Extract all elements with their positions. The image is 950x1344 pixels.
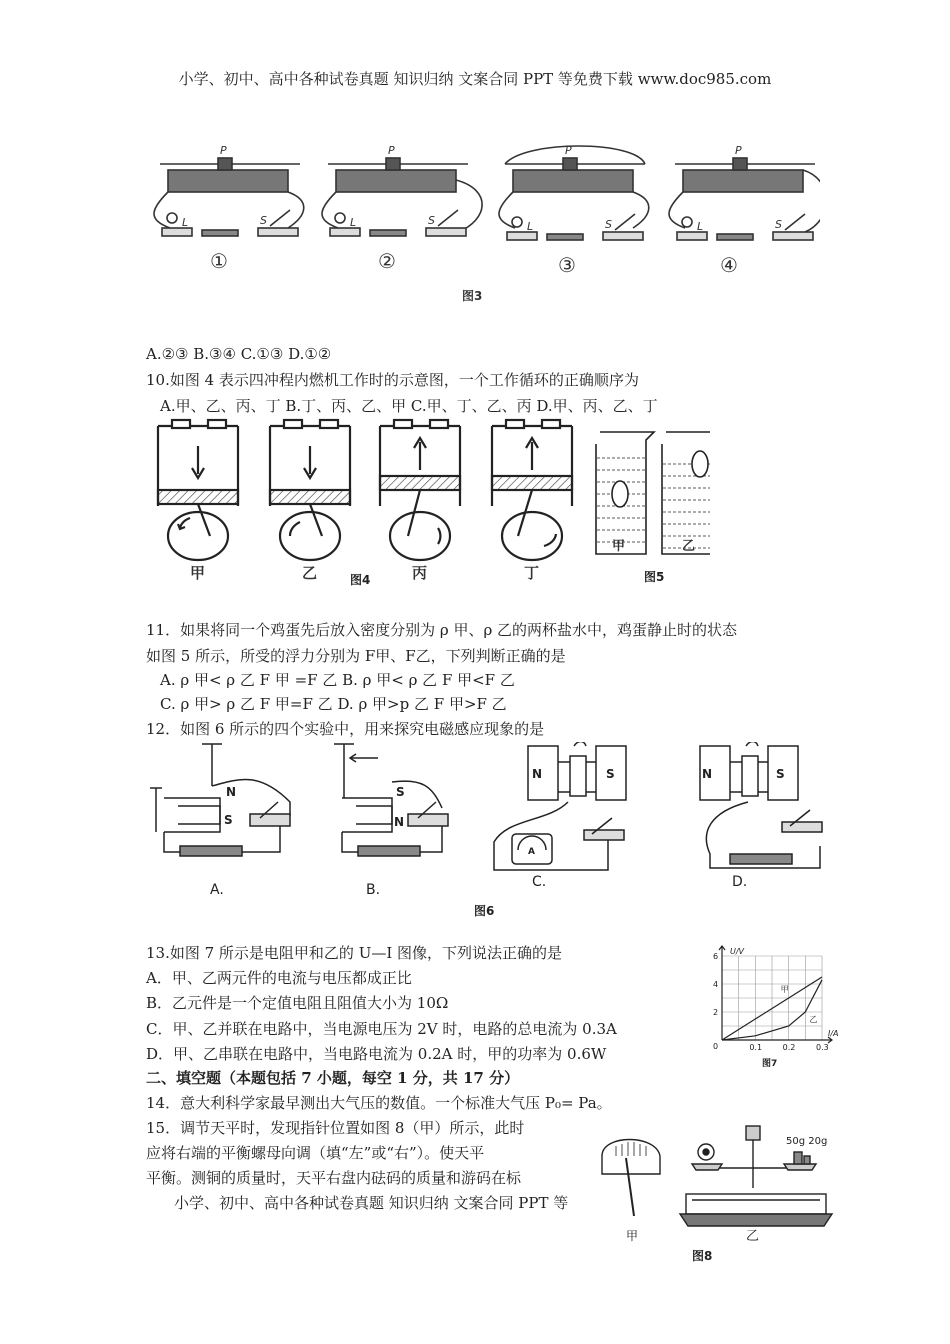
q11-options-ab: A. ρ 甲< ρ 乙 F 甲 =F 乙 B. ρ 甲< ρ 乙 F 甲<F 乙 [160, 671, 515, 689]
fig6-label-b: B. [366, 882, 381, 898]
q15-footer-line: 小学、初中、高中各种试卷真题 知识归纳 文案合同 PPT 等 [174, 1194, 569, 1212]
switch-label: S [428, 214, 435, 227]
x-tick-label: 0.2 [782, 1043, 796, 1052]
slider-label: P [565, 144, 572, 157]
pole-label: N [532, 767, 543, 781]
pole-label: N [394, 815, 405, 829]
q13-option-d: D．甲、乙串联在电路中，当电路电流为 0.2A 时，甲的功率为 0.6W [146, 1045, 607, 1063]
q13-option-a: A．甲、乙两元件的电流与电压都成正比 [146, 969, 412, 987]
fig6-label-c: C. [532, 874, 547, 890]
figure-7-chart [700, 940, 850, 1070]
fig8-label-jia: 甲 [626, 1229, 639, 1243]
lamp-label: L [182, 216, 189, 229]
series-label: 乙 [809, 1015, 818, 1024]
figure-8 [596, 1116, 836, 1264]
experiment-b [334, 744, 448, 856]
switch-label: S [605, 218, 612, 231]
cylinder-ding [492, 420, 572, 560]
fig4-label-yi: 乙 [302, 564, 318, 582]
switch-label: S [775, 218, 782, 231]
q12-stem: 12．如图 6 所示的四个实验中，用来探究电磁感应现象的是 [146, 720, 545, 738]
fig8-caption: 图8 [692, 1249, 713, 1263]
fig5-label-jia: 甲 [612, 539, 626, 554]
section-2-heading: 二、填空题（本题包括 7 小题，每空 1 分，共 17 分） [146, 1069, 520, 1087]
q11-stem-1: 11．如果将同一个鸡蛋先后放入密度分别为 ρ 甲、ρ 乙的两杯盐水中，鸡蛋静止时的状态 [146, 621, 738, 639]
figure-4-5 [150, 418, 710, 590]
experiment-a [150, 744, 290, 856]
origin-label: 0 [713, 1042, 719, 1051]
circuit-2 [322, 158, 482, 236]
circuit-1 [154, 158, 304, 236]
lamp-label: L [527, 220, 534, 233]
pole-label: S [606, 767, 615, 781]
fig3-label-2: ② [378, 249, 396, 273]
q13-option-c: C．甲、乙并联在电路中，当电源电压为 2V 时，电路的总电流为 0.3A [146, 1020, 617, 1038]
fig6-label-a: A. [210, 882, 224, 898]
beaker-yi [662, 432, 710, 554]
fig6-label-d: D. [732, 874, 748, 890]
fig4-label-ding: 丁 [524, 564, 540, 582]
slider-label: P [220, 144, 227, 157]
fig3-label-4: ④ [720, 253, 738, 277]
fig6-caption: 图6 [474, 904, 495, 918]
circuit-4 [669, 158, 820, 240]
y-tick-label: 4 [713, 980, 719, 989]
fig8-label-yi: 乙 [746, 1229, 760, 1244]
q15-line-3: 平衡。测铜的质量时，天平右盘内砝码的质量和游码在标 [146, 1169, 522, 1187]
lamp-label: L [697, 220, 704, 233]
figure-3 [140, 140, 820, 310]
q15-line-1: 15．调节天平时，发现指针位置如图 8（甲）所示，此时 [146, 1119, 525, 1137]
q10-options: A.甲、乙、丙、丁 B.丁、丙、乙、甲 C.甲、丁、乙、丙 D.甲、丙、乙、丁 [160, 397, 658, 415]
y-axis-label: U/V [730, 947, 745, 956]
slider-label: P [388, 144, 395, 157]
pole-label: S [396, 785, 405, 799]
x-axis-label: I/A [828, 1029, 839, 1038]
lamp-label: L [350, 216, 357, 229]
q13-option-b: B．乙元件是一个定值电阻且阻值大小为 10Ω [146, 994, 449, 1012]
figure-6 [150, 742, 840, 922]
ammeter-label: A [528, 847, 535, 857]
x-tick-label: 0.3 [816, 1043, 829, 1052]
y-tick-label: 6 [713, 952, 719, 961]
fig5-label-yi: 乙 [682, 539, 696, 554]
weights-label: 50g 20g [786, 1136, 828, 1147]
q13-stem: 13.如图 7 所示是电阻甲和乙的 U—I 图像，下列说法正确的是 [146, 944, 563, 962]
fig4-label-jia: 甲 [190, 564, 206, 582]
slider-label: P [735, 144, 742, 157]
balance-pointer-scale [602, 1140, 660, 1217]
fig3-label-1: ① [210, 249, 228, 273]
cylinder-yi [270, 420, 350, 560]
fig4-caption: 图4 [350, 573, 371, 587]
pole-label: S [776, 767, 785, 781]
q14-text: 14．意大利科学家最早测出大气压的数值。一个标准大气压 P₀= Pa。 [146, 1094, 612, 1112]
x-tick-label: 0.1 [749, 1043, 763, 1052]
q15-line-2: 应将右端的平衡螺母向调（填“左”或“右”）。使天平 [146, 1144, 485, 1162]
fig4-label-bing: 丙 [412, 564, 428, 582]
pole-label: N [702, 767, 713, 781]
q10-stem: 10.如图 4 表示四冲程内燃机工作时的示意图，一个工作循环的正确顺序为 [146, 371, 639, 389]
experiment-d [700, 742, 822, 868]
q9-options: A.②③ B.③④ C.①③ D.①② [146, 345, 332, 363]
pole-label: N [226, 785, 237, 799]
q11-stem-2: 如图 5 所示，所受的浮力分别为 F甲、F乙，下列判断正确的是 [146, 647, 566, 665]
cylinder-jia [158, 420, 238, 560]
fig3-caption: 图3 [462, 289, 483, 303]
pole-label: S [224, 813, 233, 827]
fig3-label-3: ③ [558, 253, 576, 277]
circuit-3 [499, 146, 649, 240]
switch-label: S [260, 214, 267, 227]
beaker-jia [596, 432, 654, 554]
fig5-caption: 图5 [644, 570, 665, 584]
chart-title: 图7 [762, 1059, 778, 1069]
page-header: 小学、初中、高中各种试卷真题 知识归纳 文案合同 PPT 等免费下载 www.doc985.com [178, 70, 772, 88]
y-tick-label: 2 [713, 1008, 719, 1017]
cylinder-bing [380, 420, 460, 560]
q11-options-cd: C. ρ 甲> ρ 乙 F 甲=F 乙 D. ρ 甲>p 乙 F 甲>F 乙 [160, 695, 507, 713]
experiment-c [494, 742, 626, 870]
series-label: 甲 [780, 985, 789, 994]
